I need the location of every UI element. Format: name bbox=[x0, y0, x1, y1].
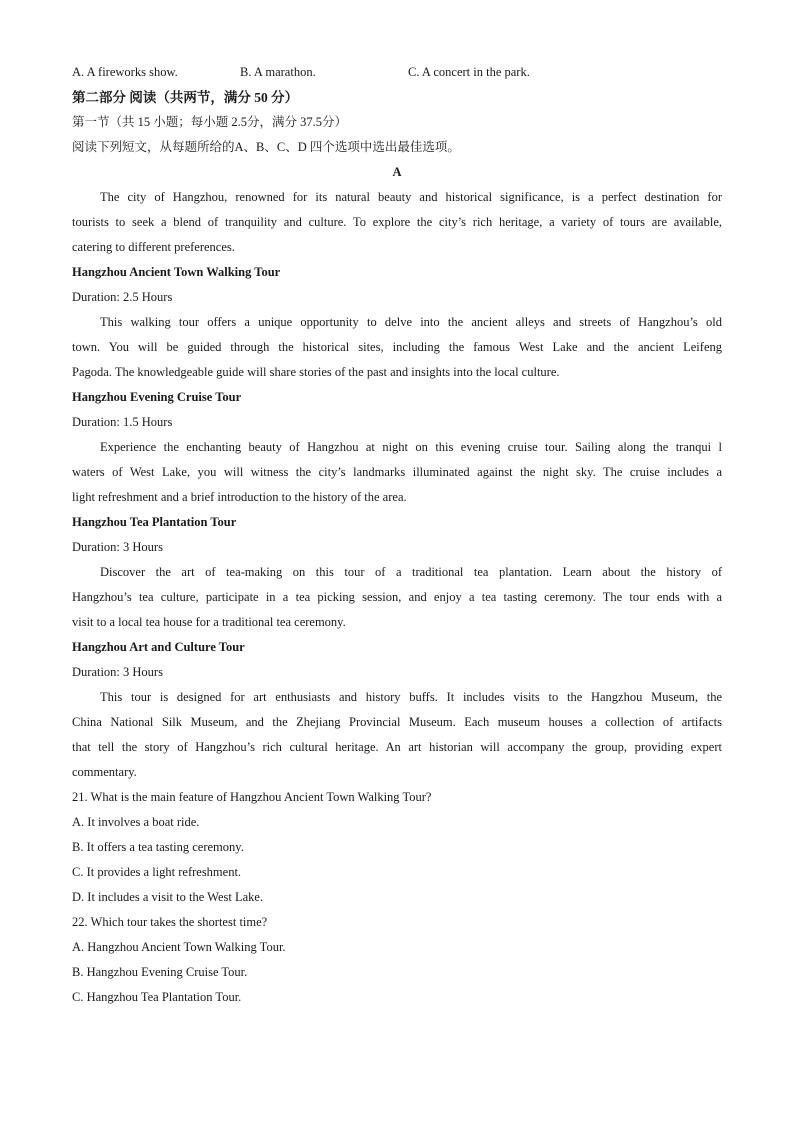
question-21 bbox=[72, 785, 722, 910]
text-line: catering to different preferences. bbox=[72, 240, 235, 254]
tour-title: Hangzhou Evening Cruise Tour bbox=[72, 390, 242, 404]
option-c: C. A concert in the park. bbox=[408, 65, 530, 79]
section-heading: 第一节（共 15 小题；每小题 2.5分，满分 37.5分） bbox=[72, 115, 348, 129]
tour-section bbox=[72, 635, 722, 785]
passage-intro bbox=[72, 185, 722, 260]
text-line: China National Silk Museum, and the Zhejiang Provincial Museum. Each museum houses a collection of artifacts bbox=[72, 715, 722, 729]
tour-duration: Duration: 3 Hours bbox=[72, 540, 163, 554]
option-b: B. A marathon. bbox=[240, 65, 316, 79]
part-title: 第二部分 阅读（共两节，满分 50 分） bbox=[72, 90, 299, 105]
tour-duration: Duration: 1.5 Hours bbox=[72, 415, 173, 429]
tour-title: Hangzhou Art and Culture Tour bbox=[72, 640, 245, 654]
text-line: commentary. bbox=[72, 765, 137, 779]
text-line: Discover the art of tea-making on this tour of a traditional tea plantation. Learn about the history of bbox=[100, 565, 722, 579]
question-22 bbox=[72, 910, 722, 1010]
answer-option: A. It involves a boat ride. bbox=[72, 815, 200, 829]
answer-option: A. Hangzhou Ancient Town Walking Tour. bbox=[72, 940, 286, 954]
tour-section bbox=[72, 260, 722, 385]
text-line: town. You will be guided through the historical sites, including the famous West Lake and the ancient Leifeng bbox=[72, 340, 722, 354]
passage-label: A bbox=[392, 165, 402, 179]
tour-section bbox=[72, 510, 722, 635]
answer-option: D. It includes a visit to the West Lake. bbox=[72, 890, 264, 904]
text-line: This tour is designed for art enthusiasts and history buffs. It includes visits to the Hangzhou Museum, the bbox=[100, 690, 722, 704]
tour-title: Hangzhou Ancient Town Walking Tour bbox=[72, 265, 281, 279]
text-line: tourists to seek a blend of tranquility and culture. To explore the city’s rich heritage, a variety of tours are available, bbox=[72, 215, 722, 229]
previous-question-options bbox=[72, 60, 722, 85]
text-line: that tell the story of Hangzhou’s rich cultural heritage. An art historian will accompany the group, providing expert bbox=[72, 740, 722, 754]
answer-option: B. Hangzhou Evening Cruise Tour. bbox=[72, 965, 248, 979]
question-stem: 21. What is the main feature of Hangzhou Ancient Town Walking Tour? bbox=[72, 790, 432, 804]
text-line: The city of Hangzhou, renowned for its natural beauty and historical significance, is a perfect destination for bbox=[100, 190, 722, 204]
tour-title: Hangzhou Tea Plantation Tour bbox=[72, 515, 237, 529]
answer-option: C. Hangzhou Tea Plantation Tour. bbox=[72, 990, 242, 1004]
option-a: A. A fireworks show. bbox=[72, 65, 178, 79]
exam-page bbox=[72, 60, 722, 1010]
text-line: visit to a local tea house for a traditional tea ceremony. bbox=[72, 615, 346, 629]
text-line: waters of West Lake, you will witness the city’s landmarks illuminated against the night sky. The cruise includes a bbox=[72, 465, 722, 479]
question-stem: 22. Which tour takes the shortest time? bbox=[72, 915, 268, 929]
text-line: Pagoda. The knowledgeable guide will share stories of the past and insights into the local culture. bbox=[72, 365, 560, 379]
text-line: light refreshment and a brief introduction to the history of the area. bbox=[72, 490, 407, 504]
instruction: 阅读下列短文，从每题所给的A、B、C、D 四个选项中选出最佳选项。 bbox=[72, 140, 460, 154]
text-line: Hangzhou’s tea culture, participate in a tea picking session, and enjoy a tea tasting ceremony. The tour ends with a bbox=[72, 590, 722, 604]
tour-duration: Duration: 2.5 Hours bbox=[72, 290, 173, 304]
text-line: Experience the enchanting beauty of Hangzhou at night on this evening cruise tour. Sailing along the tranqui l bbox=[100, 440, 722, 454]
tour-duration: Duration: 3 Hours bbox=[72, 665, 163, 679]
text-line: This walking tour offers a unique opportunity to delve into the ancient alleys and streets of Hangzhou’s old bbox=[100, 315, 722, 329]
answer-option: B. It offers a tea tasting ceremony. bbox=[72, 840, 244, 854]
tour-section bbox=[72, 385, 722, 510]
answer-option: C. It provides a light refreshment. bbox=[72, 865, 242, 879]
